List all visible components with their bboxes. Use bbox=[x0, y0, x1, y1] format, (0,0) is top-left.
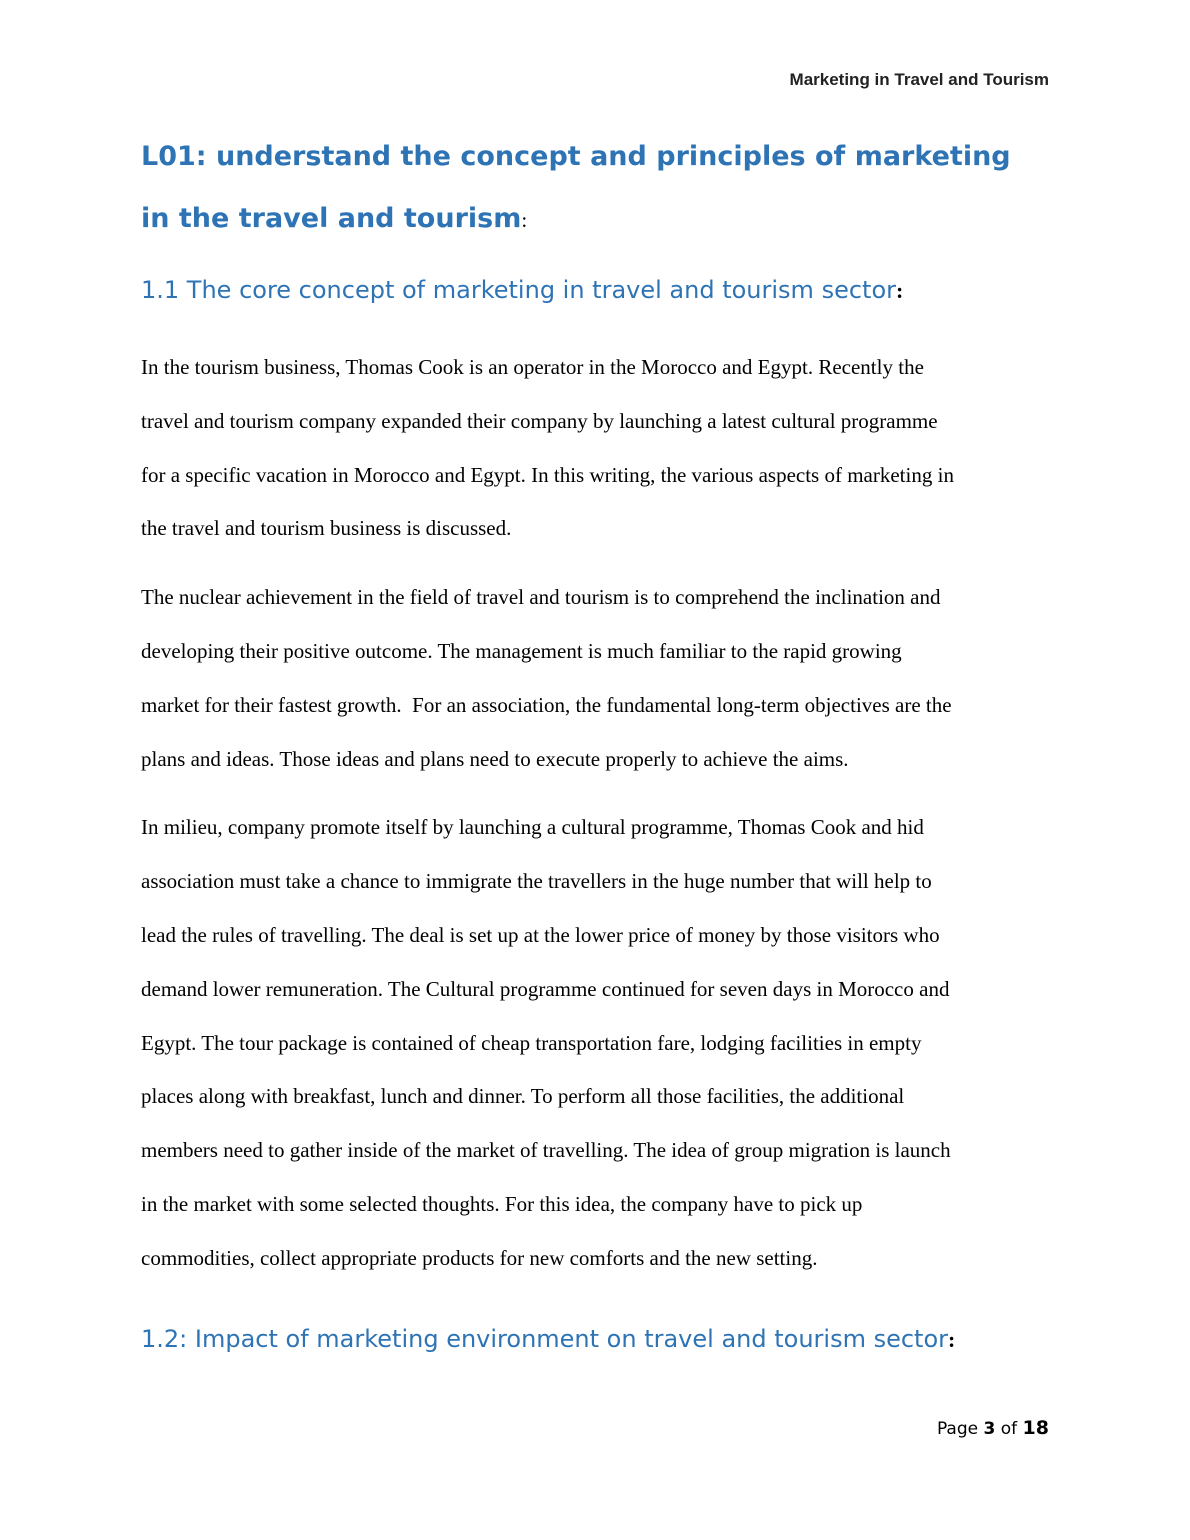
paragraph-line: for a specific vacation in Morocco and Egypt. In this writing, the various aspects of marketing in bbox=[141, 462, 954, 487]
paragraph-line: commodities, collect appropriate products for new comforts and the new setting. bbox=[141, 1245, 818, 1270]
paragraph-line: demand lower remuneration. The Cultural programme continued for seven days in Morocco and bbox=[141, 976, 950, 1001]
main-heading-line-1: L01: understand the concept and principles of marketing bbox=[141, 141, 1011, 172]
paragraph-2 bbox=[141, 571, 1051, 786]
total-page-count: 18 bbox=[1022, 1417, 1049, 1439]
paragraph-line: In milieu, company promote itself by launching a cultural programme, Thomas Cook and hid bbox=[141, 815, 924, 840]
paragraph-line: developing their positive outcome. The management is much familiar to the rapid growing bbox=[141, 638, 902, 663]
page-word: Page bbox=[936, 1419, 979, 1439]
paragraph-line: members need to gather inside of the market of travelling. The idea of group migration is launch bbox=[141, 1138, 951, 1163]
paragraph-1 bbox=[141, 341, 1051, 556]
paragraph-line: travel and tourism company expanded their company by launching a latest cultural programme bbox=[141, 408, 938, 433]
main-heading-line-2 bbox=[141, 188, 1051, 251]
paragraph-line: In the tourism business, Thomas Cook is an operator in the Morocco and Egypt. Recently the bbox=[141, 355, 924, 379]
page-content bbox=[141, 126, 1051, 1357]
running-header: Marketing in Travel and Tourism bbox=[789, 70, 1049, 89]
paragraph-line: the travel and tourism business is discussed. bbox=[141, 516, 512, 541]
section-heading-1-1 bbox=[141, 273, 1051, 308]
section-heading-1-2 bbox=[141, 1322, 1051, 1357]
current-page-number: 3 bbox=[983, 1419, 996, 1439]
paragraph-line: lead the rules of travelling. The deal is set up at the lower price of money by those visitors who bbox=[141, 922, 940, 947]
paragraph-line: in the market with some selected thoughts. For this idea, the company have to pick up bbox=[141, 1191, 863, 1216]
main-heading bbox=[141, 126, 1051, 251]
section-heading-1-1-colon: : bbox=[896, 278, 904, 303]
of-word: of bbox=[1000, 1419, 1018, 1439]
paragraph-3 bbox=[141, 801, 1051, 1285]
paragraph-line: plans and ideas. Those ideas and plans need to execute properly to achieve the aims. bbox=[141, 746, 849, 771]
paragraph-line: places along with breakfast, lunch and dinner. To perform all those facilities, the additional bbox=[141, 1084, 905, 1109]
section-heading-1-1-text: 1.1 The core concept of marketing in travel and tourism sector bbox=[141, 276, 896, 304]
paragraph-line: market for their fastest growth. For an association, the fundamental long-term objectives are the bbox=[141, 692, 952, 717]
paragraph-line: association must take a chance to immigrate the travellers in the huge number that will help to bbox=[141, 869, 932, 894]
page-number-footer bbox=[937, 1417, 1049, 1439]
main-heading-line-2-text: in the travel and tourism bbox=[141, 203, 522, 234]
paragraph-line: Egypt. The tour package is contained of cheap transportation fare, lodging facilities in empty bbox=[141, 1030, 922, 1055]
section-heading-1-2-text: 1.2: Impact of marketing environment on travel and tourism sector bbox=[141, 1324, 948, 1353]
paragraph-line: The nuclear achievement in the field of travel and tourism is to comprehend the inclination and bbox=[141, 585, 941, 610]
section-heading-1-2-colon: : bbox=[948, 1326, 956, 1352]
main-heading-colon: : bbox=[521, 208, 528, 232]
